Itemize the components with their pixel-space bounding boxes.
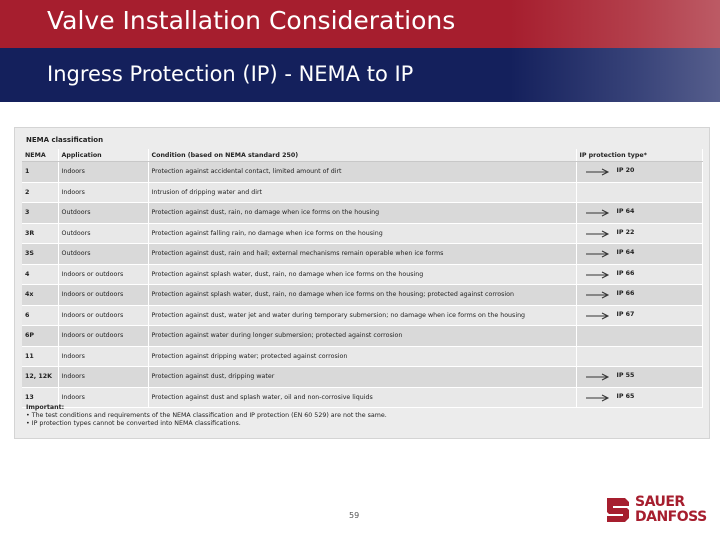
ip-cell xyxy=(576,182,702,203)
sauer-danfoss-logo xyxy=(605,494,713,528)
nema-cell: 6 xyxy=(22,305,58,326)
ip-cell xyxy=(576,326,702,347)
condition-cell: Protection against dust, dripping water xyxy=(148,367,576,388)
arrow-right-icon xyxy=(585,250,611,258)
slide-subtitle: Ingress Protection (IP) - NEMA to IP xyxy=(47,62,414,86)
condition-cell: Protection against falling rain, no damage when ice forms on the housing xyxy=(148,223,576,244)
nema-cell: 3R xyxy=(22,223,58,244)
arrow-right-icon xyxy=(585,312,611,320)
nema-table xyxy=(22,149,703,408)
arrow-right-icon xyxy=(585,271,611,279)
table-caption: NEMA classification xyxy=(26,136,104,144)
ip-cell xyxy=(576,346,702,367)
ip-value: IP 22 xyxy=(616,228,635,236)
condition-cell: Protection against dust, rain, no damage when ice forms on the housing xyxy=(148,203,576,224)
ip-cell xyxy=(576,203,702,224)
condition-cell: Protection against dust and splash water, oil and non-corrosive liquids xyxy=(148,387,576,408)
subtitle-bar-decoration xyxy=(510,48,720,102)
arrow-right-icon xyxy=(585,291,611,299)
note-text: The test conditions and requirements of the NEMA classification and IP protection (EN 60 529) are not the same. xyxy=(31,412,387,419)
table-row xyxy=(22,346,702,367)
note-item: • The test conditions and requirements of the NEMA classification and IP protection (EN 60 529) are not the same. xyxy=(26,412,387,419)
application-cell: Indoors xyxy=(58,162,148,183)
ip-cell xyxy=(576,264,702,285)
nema-cell: 12, 12K xyxy=(22,367,58,388)
application-cell: Outdoors xyxy=(58,203,148,224)
arrow-right-icon xyxy=(585,373,611,381)
nema-cell: 11 xyxy=(22,346,58,367)
application-cell: Outdoors xyxy=(58,223,148,244)
condition-cell: Protection against accidental contact, limited amount of dirt xyxy=(148,162,576,183)
application-cell: Indoors xyxy=(58,182,148,203)
condition-cell: Protection against splash water, dust, rain, no damage when ice forms on the housing xyxy=(148,264,576,285)
arrow-right-icon xyxy=(585,209,611,217)
application-cell: Indoors xyxy=(58,367,148,388)
ip-cell xyxy=(576,244,702,265)
condition-cell: Intrusion of dripping water and dirt xyxy=(148,182,576,203)
ip-cell xyxy=(576,305,702,326)
ip-value: IP 64 xyxy=(616,208,635,215)
application-cell: Indoors or outdoors xyxy=(58,305,148,326)
nema-cell: 4x xyxy=(22,285,58,306)
arrow-right-icon xyxy=(585,168,611,176)
table-row xyxy=(22,223,702,244)
application-cell: Indoors or outdoors xyxy=(58,285,148,306)
notes-heading: Important: xyxy=(26,404,65,411)
header-application: Application xyxy=(58,149,148,162)
ip-cell xyxy=(576,285,702,306)
slide-title: Valve Installation Considerations xyxy=(47,6,456,35)
ip-value: IP 65 xyxy=(616,392,635,400)
ip-cell xyxy=(576,223,702,244)
condition-cell: Protection against dust, rain and hail; external mechanisms remain operable when ice forms xyxy=(148,244,576,265)
table-row xyxy=(22,182,702,203)
table-row xyxy=(22,285,702,306)
nema-cell: 13 xyxy=(22,387,58,408)
arrow-right-icon xyxy=(585,394,611,402)
ip-value: IP 67 xyxy=(616,310,635,318)
ip-value: IP 66 xyxy=(616,269,635,277)
header-ip: IP protection type* xyxy=(576,149,702,162)
title-bar-decoration xyxy=(510,0,720,48)
application-cell: Indoors or outdoors xyxy=(58,326,148,347)
condition-cell: Protection against dust, water jet and water during temporary submersion; no damage when ice forms on the housing xyxy=(148,305,576,326)
ip-cell xyxy=(576,367,702,388)
application-cell: Indoors or outdoors xyxy=(58,264,148,285)
table-row xyxy=(22,264,702,285)
ip-value: IP 20 xyxy=(616,167,635,174)
nema-cell: 3 xyxy=(22,203,58,224)
nema-cell: 4 xyxy=(22,264,58,285)
table-row xyxy=(22,367,702,388)
condition-cell: Protection against water during longer submersion; protected against corrosion xyxy=(148,326,576,347)
table-header-row xyxy=(22,149,702,162)
logo-line2: DANFOSS xyxy=(635,509,707,525)
ip-cell xyxy=(576,162,702,183)
header-condition: Condition (based on NEMA standard 250) xyxy=(148,149,576,162)
table-row xyxy=(22,326,702,347)
application-cell: Indoors xyxy=(58,346,148,367)
arrow-right-icon xyxy=(585,230,611,238)
page-number: 59 xyxy=(349,511,360,520)
nema-cell: 3S xyxy=(22,244,58,265)
table-row xyxy=(22,244,702,265)
logo-line1: SAUER xyxy=(635,494,685,510)
ip-value: IP 64 xyxy=(616,249,635,256)
brand-mark-icon xyxy=(605,494,631,524)
important-notes xyxy=(26,404,387,428)
nema-cell: 2 xyxy=(22,182,58,203)
condition-cell: Protection against splash water, dust, rain, no damage when ice forms on the housing; protected against corrosion xyxy=(148,285,576,306)
note-item: • IP protection types cannot be converted into NEMA classifications. xyxy=(26,420,241,427)
table-row xyxy=(22,305,702,326)
table-row xyxy=(22,162,702,183)
table-row xyxy=(22,203,702,224)
ip-value: IP 55 xyxy=(616,372,635,379)
nema-cell: 6P xyxy=(22,326,58,347)
note-text: IP protection types cannot be converted into NEMA classifications. xyxy=(31,420,241,427)
condition-cell: Protection against dripping water; protected against corrosion xyxy=(148,346,576,367)
ip-value: IP 66 xyxy=(616,290,635,297)
ip-cell xyxy=(576,387,702,408)
application-cell: Outdoors xyxy=(58,244,148,265)
header-nema: NEMA xyxy=(22,149,58,162)
nema-cell: 1 xyxy=(22,162,58,183)
application-cell: Indoors xyxy=(58,387,148,408)
